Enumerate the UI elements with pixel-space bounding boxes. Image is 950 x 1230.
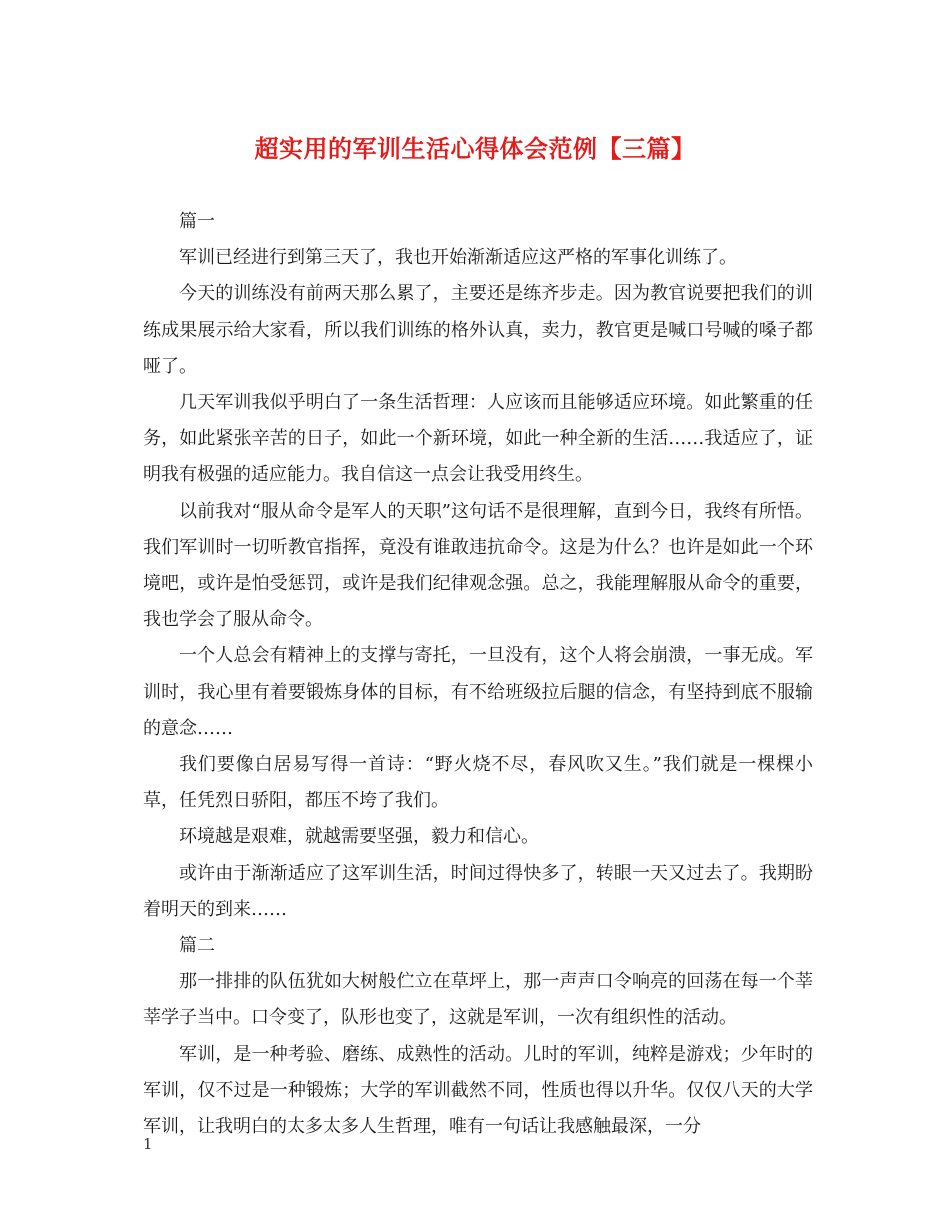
paragraph: 军训已经进行到第三天了，我也开始渐渐适应这严格的军事化训练了。 bbox=[179, 247, 737, 269]
paragraph: 环境越是艰难，就越需要坚强，毅力和信心。 bbox=[179, 826, 539, 848]
paragraph: 我们要像白居易写得一首诗：“野火烧不尽，春风吹又生。”我们就是一棵棵小草，任凭烈日骄阳，都压不垮了我们。 bbox=[143, 754, 813, 812]
paragraph: 军训，是一种考验、磨练、成熟性的活动。儿时的军训，纯粹是游戏；少年时的军训，仅不过是一种锻炼；大学的军训截然不同，性质也得以升华。仅仅八天的大学军训，让我明白的太多太多人生哲理，唯有一句话让我感触最深，一分 bbox=[143, 1043, 813, 1138]
page-number: 1 bbox=[143, 1135, 153, 1153]
paragraph: 篇一 bbox=[179, 211, 215, 232]
paragraph: 几天军训我似乎明白了一条生活哲理：人应该而且能够适应环境。如此繁重的任务，如此紧张辛苦的日子，如此一个新环境，如此一种全新的生活……我适应了，证明我有极强的适应能力。我自信这一点会让我受用终生。 bbox=[143, 392, 813, 486]
paragraph: 篇二 bbox=[179, 935, 215, 957]
document-body bbox=[143, 204, 813, 1145]
paragraph: 今天的训练没有前两天那么累了，主要还是练齐步走。因为教官说要把我们的训练成果展示给大家看，所以我们训练的格外认真，卖力，教官更是喊口号喊的嗓子都哑了。 bbox=[143, 283, 813, 377]
paragraph: 那一排排的队伍犹如大树般伫立在草坪上，那一声声口令响亮的回荡在每一个莘莘学子当中。口令变了，队形也变了，这就是军训，一次有组织性的活动。 bbox=[143, 971, 813, 1029]
document-title: 超实用的军训生活心得体会范例【三篇】 bbox=[254, 134, 696, 163]
paragraph: 一个人总会有精神上的支撑与寄托，一旦没有，这个人将会崩溃，一事无成。军训时，我心里有着要锻炼身体的目标，有不给班级拉后腿的信念，有坚持到底不服输的意念…… bbox=[143, 645, 813, 739]
paragraph: 以前我对“服从命令是军人的天职”这句话不是很理解，直到今日，我终有所悟。我们军训时一切听教官指挥，竟没有谁敢违抗命令。这是为什么？也许是如此一个环境吧，或许是怕受惩罚，或许是我们纪律观念强。总之，我能理解服从命令的重要，我也学会了服从命令。 bbox=[143, 500, 813, 631]
paragraph: 或许由于渐渐适应了这军训生活，时间过得快多了，转眼一天又过去了。我期盼着明天的到来…… bbox=[143, 862, 813, 920]
